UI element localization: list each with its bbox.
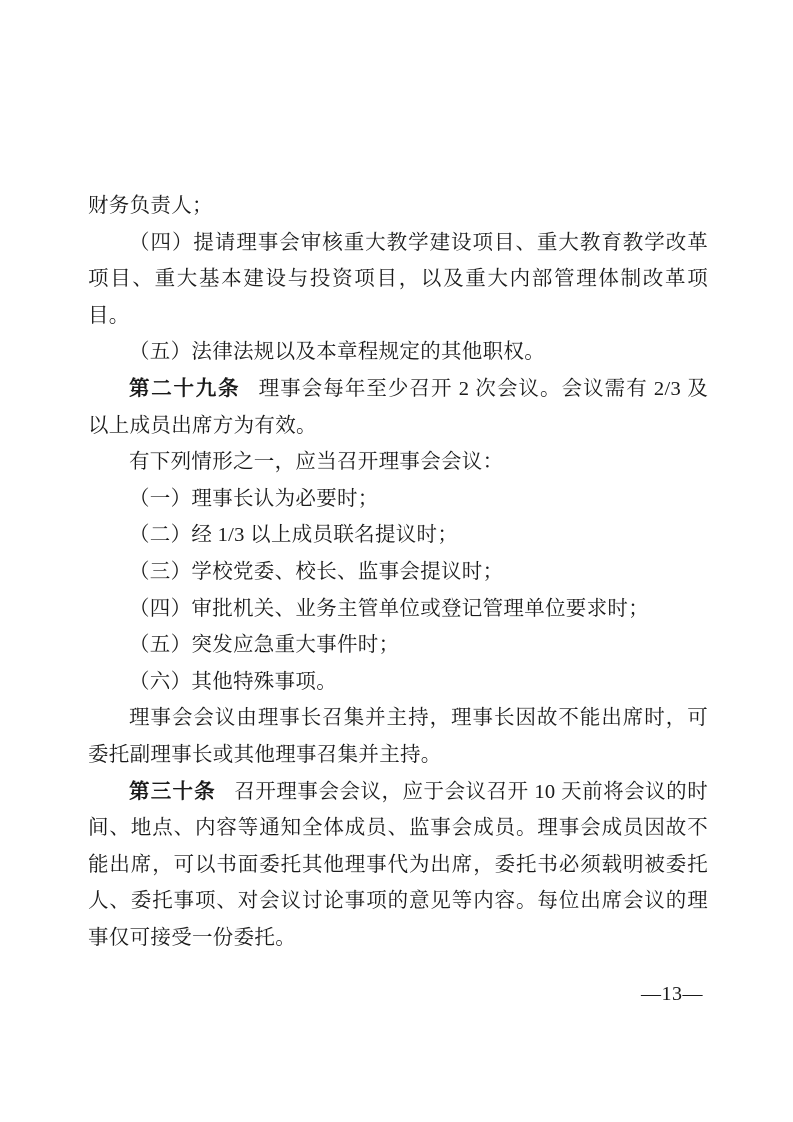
paragraph-text: 理事会会议由理事长召集并主持，理事长因故不能出席时，可委托副理事长或其他理事召集并主持。 [88, 707, 708, 766]
paragraph-article-29 [88, 371, 708, 444]
article-number: 第三十条 [129, 779, 216, 803]
article-number: 第二十九条 [129, 376, 241, 400]
paragraph [88, 517, 708, 554]
document-body [88, 188, 708, 956]
paragraph [88, 627, 708, 664]
paragraph-text: （四）提请理事会审核重大教学建设项目、重大教育教学改革项目、重大基本建设与投资项目，以及重大内部管理体制改革项目。 [88, 231, 708, 327]
paragraph-text: 财务负责人； [88, 195, 213, 217]
paragraph [88, 188, 708, 225]
paragraph-text: 召开理事会会议，应于会议召开 10 天前将会议的时间、地点、内容等通知全体成员、监事会成员。理事会成员因故不能出席，可以书面委托其他理事代为出席，委托书必须载明被委托人、委托事项、对会议讨论事项的意见等内容。每位出席会议的理事仅可接受一份委托。 [88, 780, 709, 949]
paragraph-text: 理事会每年至少召开 2 次会议。会议需有 2/3 及以上成员出席方为有效。 [88, 377, 708, 437]
paragraph-text: （三）学校党委、校长、监事会提议时； [129, 560, 504, 583]
paragraph-text: 有下列情形之一，应当召开理事会会议： [129, 451, 504, 474]
paragraph [88, 700, 708, 773]
paragraph [88, 664, 708, 701]
paragraph-text: （一）理事长认为必要时； [129, 487, 379, 510]
paragraph [88, 591, 708, 628]
paragraph-text: （五）突发应急重大事件时； [129, 634, 400, 657]
page-number: —13— [641, 983, 703, 1005]
paragraph [88, 225, 708, 335]
paragraph-text: （二）经 1/3 以上成员联名提议时； [129, 524, 459, 547]
paragraph-article-30 [88, 774, 708, 957]
paragraph [88, 444, 708, 481]
paragraph [88, 481, 708, 518]
paragraph [88, 334, 708, 371]
paragraph-text: （四）审批机关、业务主管单位或登记管理单位要求时； [129, 597, 649, 620]
paragraph [88, 554, 708, 591]
paragraph-text: （六）其他特殊事项。 [129, 670, 337, 693]
paragraph-text: （五）法律法规以及本章程规定的其他职权。 [129, 341, 545, 364]
